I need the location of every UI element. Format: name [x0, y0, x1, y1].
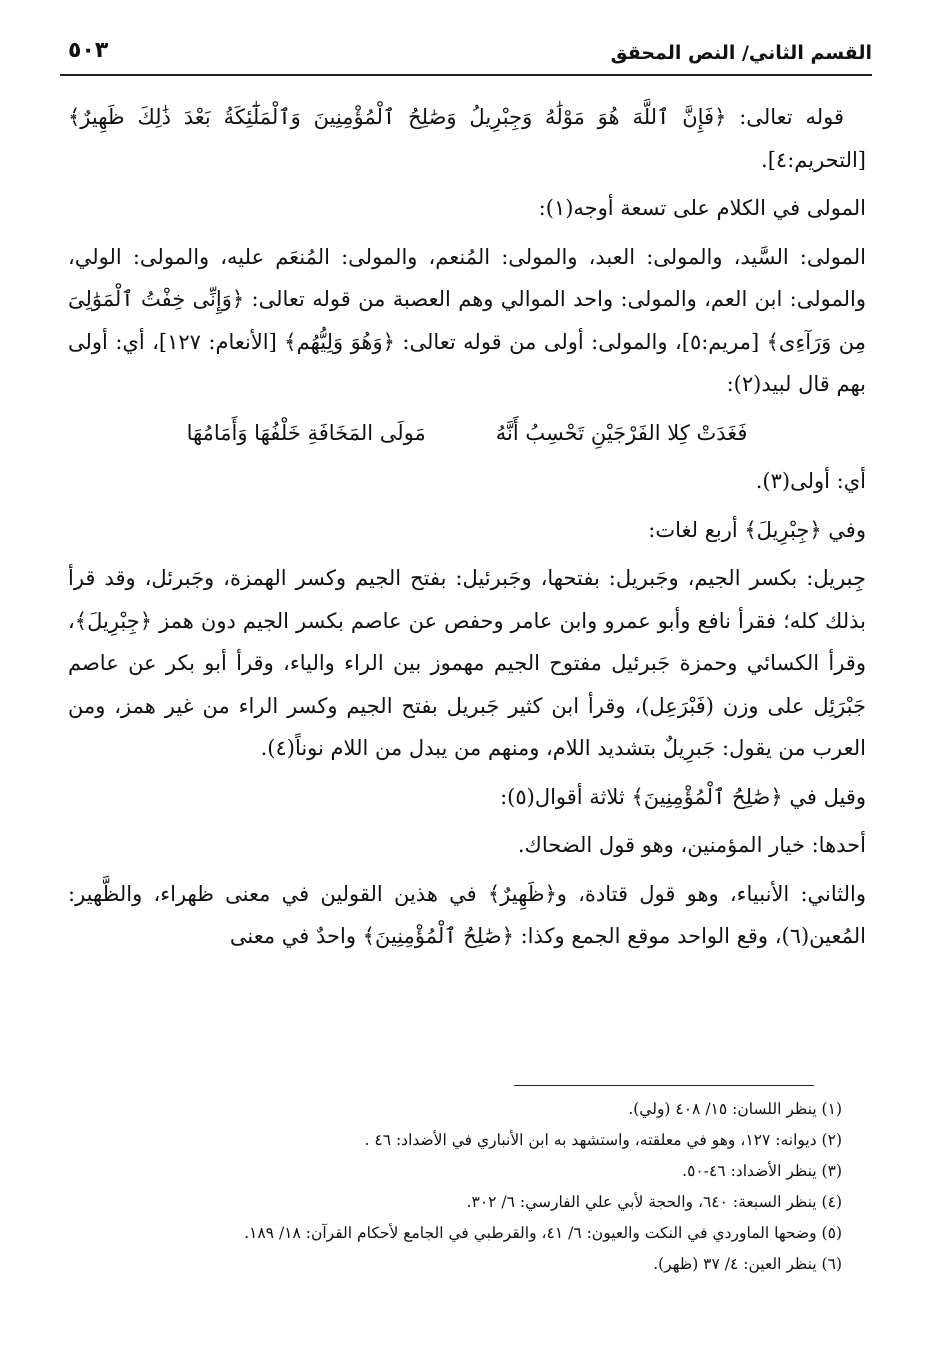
- verse-first-hemistich: فَغَدَتْ كِلا الفَرْجَيْنِ تَحْسِبُ أَنَّهُ: [495, 420, 748, 445]
- paragraph-salih-intro: وقيل في ﴿صَٰلِحُ ٱلْمُؤْمِنِينَ﴾ ثلاثة أقوال(٥):: [500, 784, 866, 809]
- paragraph-mawla-meanings: المولى: السَّيد، والمولى: العبد، والمولى: المُنعم، والمولى: المُنعَم عليه، والمولى: الولي، والمولى: ابن العم، والمولى: واحد الموالي وهم العصبة من قوله تعالى: ﴿وَإِنِّى خِفْتُ ٱلْمَوَٰلِىَ مِن وَرَآءِى﴾ [مريم:٥]، والمولى: أولى من قوله تعالى: ﴿وَهُوَ وَلِيُّهُم﴾ [الأنعام: ١٢٧]، أي: أولى بهم قال لبيد(٢):: [68, 244, 867, 396]
- paragraph-mawla-intro: المولى في الكلام على تسعة أوجه(١):: [538, 196, 866, 220]
- page-number: ٥٠٣: [68, 38, 109, 63]
- footnote-3: (٣) ينظر الأضداد: ٤٦-٥٠.: [682, 1162, 842, 1180]
- paragraph-second-opinion: والثاني: الأنبياء، وهو قول قتادة، و﴿ظَهِيرٌ﴾ في هذين القولين في معنى ظهراء، والظَّهير: المُعين(٦)، وقع الواحد موقع الجمع وكذا: ﴿صَٰلِحُ ٱلْمُؤْمِنِينَ﴾ واحدٌ في معنى: [68, 881, 866, 948]
- footnote-1: (١) ينظر اللسان: ١٥/ ٤٠٨ (ولي).: [628, 1100, 842, 1118]
- paragraph-verse-citation: قوله تعالى: ﴿فَإِنَّ ٱللَّهَ هُوَ مَوْلَٰهُ وَجِبْرِيلُ وَصَٰلِحُ ٱلْمُؤْمِنِينَ وَٱلْمَلَٰٓئِكَةُ بَعْدَ ذَٰلِكَ ظَهِيرٌ﴾ [التحريم:٤].: [68, 105, 866, 172]
- paragraph-jibril-intro: وفي ﴿جِبْرِيلَ﴾ أربع لغات:: [648, 517, 866, 542]
- footnote-rule: [514, 1085, 814, 1086]
- paragraph-jibril-readings: جِبريل: بكسر الجيم، وجَبريل: بفتحها، وجَبرئيل: بفتح الجيم وكسر الهمزة، وجَبرئل، وقد قرأ بذلك كله؛ فقرأ نافع وأبو عمرو وابن عامر وحفص عن عاصم بكسر الجيم دون همز ﴿جِبْرِيلَ﴾، وقرأ الكسائي وحمزة جَبرئيل مفتوح الجيم مهموز بين الراء والياء، وقرأ أبو بكر عن عاصم جَبْرَئِل على وزن (فَبْرَعِل)، وقرأ ابن كثير جَبريل بفتح الجيم وكسر الراء من غير همز، ومن العرب من يقول: جَبرِيلٌ بتشديد اللام، ومنهم من يبدل من اللام نوناً(٤).: [68, 566, 866, 760]
- verse-second-hemistich: مَولَى المَخَافَةِ خَلْفُهَا وَأَمَامُهَا: [186, 420, 426, 445]
- footnote-6: (٦) ينظر العين: ٤/ ٣٧ (ظهر).: [653, 1255, 842, 1273]
- footnote-4: (٤) ينظر السبعة: ٦٤٠، والحجة لأبي علي الفارسي: ٦/ ٣٠٢.: [466, 1193, 842, 1211]
- footnote-2: (٢) ديوانه: ١٢٧، وهو في معلقته، واستشهد به ابن الأنباري في الأضداد: ٤٦ .: [364, 1131, 842, 1149]
- footnote-5: (٥) وضحها الماوردي في النكت والعيون: ٦/ ٤١، والقرطبي في الجامع لأحكام القرآن: ١٨/ ١٨٩.: [244, 1224, 842, 1242]
- page-header: [60, 36, 872, 76]
- footnotes: [68, 1094, 842, 1280]
- running-head: القسم الثاني/ النص المحقق: [610, 42, 872, 64]
- paragraph-meaning-awla: أي: أولى(٣).: [755, 469, 866, 493]
- main-text: [68, 96, 866, 964]
- header-rule: [60, 74, 872, 76]
- paragraph-first-opinion: أحدها: خيار المؤمنين، وهو قول الضحاك.: [517, 833, 866, 857]
- poetry-verse: [68, 412, 866, 455]
